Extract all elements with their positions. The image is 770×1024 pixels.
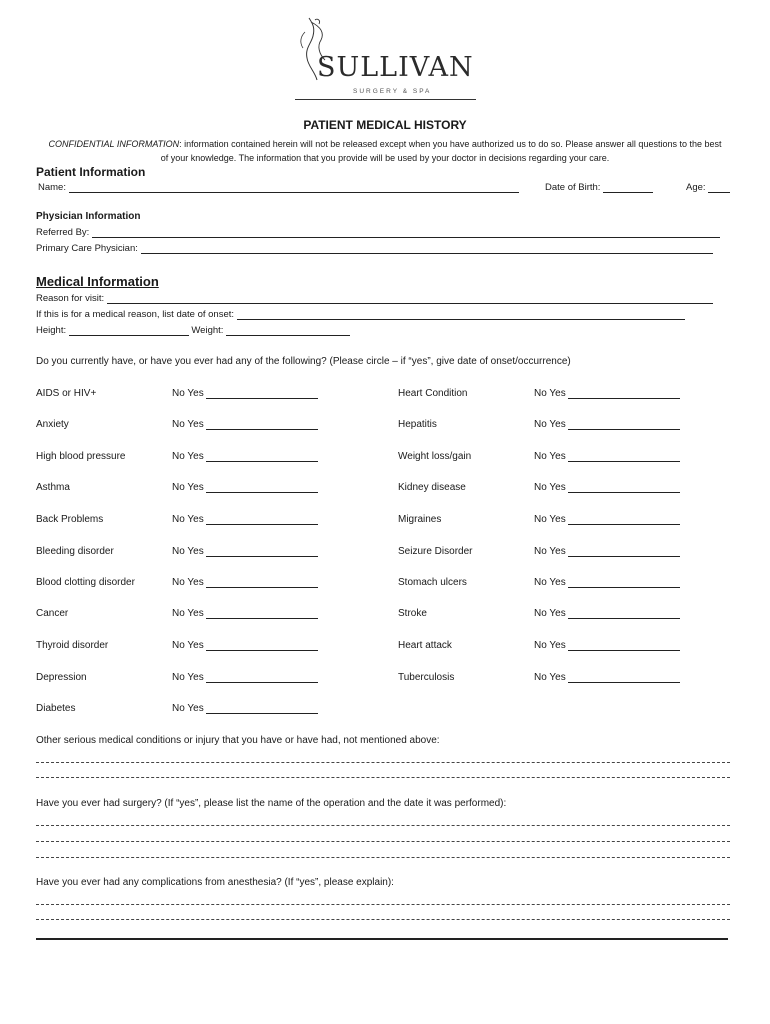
- condition-label: Blood clotting disorder: [36, 577, 135, 588]
- no-yes-options[interactable]: No Yes: [172, 640, 204, 651]
- no-yes-options[interactable]: No Yes: [172, 546, 204, 557]
- condition-label: Hepatitis: [398, 419, 437, 430]
- patient-info-heading: Patient Information: [36, 165, 146, 179]
- no-yes-options[interactable]: No Yes: [534, 514, 566, 525]
- no-yes-answer[interactable]: [172, 451, 318, 462]
- no-yes-answer[interactable]: [534, 388, 680, 399]
- height-input[interactable]: [69, 326, 189, 336]
- condition-label: Back Problems: [36, 514, 104, 525]
- no-yes-options[interactable]: No Yes: [172, 608, 204, 619]
- no-yes-answer[interactable]: [534, 577, 680, 588]
- dob-label: Date of Birth:: [545, 182, 601, 193]
- condition-label: Weight loss/gain: [398, 451, 472, 462]
- onset-date-input[interactable]: [568, 673, 680, 683]
- referred-label: Referred By:: [36, 227, 90, 238]
- no-yes-answer[interactable]: [172, 514, 318, 525]
- logo-subtitle: SURGERY & SPA: [353, 88, 432, 95]
- no-yes-options[interactable]: No Yes: [172, 672, 204, 683]
- no-yes-options[interactable]: No Yes: [172, 451, 204, 462]
- height-label: Height:: [36, 325, 67, 336]
- surgery-input[interactable]: [36, 857, 730, 858]
- no-yes-options[interactable]: No Yes: [534, 482, 566, 493]
- logo-divider: [295, 99, 476, 100]
- age-input[interactable]: [708, 183, 730, 193]
- condition-label: High blood pressure: [36, 451, 126, 462]
- name-field: [38, 182, 519, 193]
- onset-date-input[interactable]: [568, 578, 680, 588]
- dob-field: [545, 182, 653, 193]
- no-yes-answer[interactable]: [172, 672, 318, 683]
- onset-date-input[interactable]: [568, 452, 680, 462]
- condition-label: Asthma: [36, 482, 70, 493]
- condition-label: Kidney disease: [398, 482, 466, 493]
- confidential-notice: [44, 137, 726, 165]
- anesthesia-question: Have you ever had any complications from anesthesia? (If “yes”, please explain):: [36, 877, 394, 888]
- sullivan-logo: [295, 14, 480, 100]
- referred-input[interactable]: [92, 228, 720, 238]
- condition-label: Bleeding disorder: [36, 546, 114, 557]
- onset-date-input[interactable]: [206, 547, 318, 557]
- no-yes-answer[interactable]: [534, 419, 680, 430]
- surgery-input[interactable]: [36, 825, 730, 826]
- other-conditions-question: Other serious medical conditions or injury that you have or have had, not mentioned above:: [36, 735, 440, 746]
- condition-label: Anxiety: [36, 419, 69, 430]
- onset-date-input[interactable]: [568, 609, 680, 619]
- page-title: PATIENT MEDICAL HISTORY: [303, 118, 467, 132]
- no-yes-answer[interactable]: [534, 451, 680, 462]
- onset-date-input[interactable]: [206, 420, 318, 430]
- logo-name: SULLIVAN: [317, 52, 474, 83]
- name-label: Name:: [38, 182, 66, 193]
- surgery-question: Have you ever had surgery? (If “yes”, please list the name of the operation and the date it was performed):: [36, 798, 507, 809]
- condition-label: Migraines: [398, 514, 442, 525]
- no-yes-options[interactable]: No Yes: [534, 577, 566, 588]
- condition-label: Depression: [36, 672, 87, 683]
- no-yes-options[interactable]: No Yes: [172, 482, 204, 493]
- no-yes-answer[interactable]: [534, 546, 680, 557]
- no-yes-options[interactable]: No Yes: [172, 419, 204, 430]
- onset-date-input[interactable]: [206, 389, 318, 399]
- condition-label: Heart Condition: [398, 388, 468, 399]
- no-yes-answer[interactable]: [172, 577, 318, 588]
- no-yes-options[interactable]: No Yes: [172, 514, 204, 525]
- condition-label: Heart attack: [398, 640, 452, 651]
- bottom-divider: [36, 938, 728, 940]
- dob-input[interactable]: [603, 183, 653, 193]
- anesthesia-input[interactable]: [36, 919, 730, 920]
- no-yes-options[interactable]: No Yes: [534, 451, 566, 462]
- condition-label: Tuberculosis: [398, 672, 455, 683]
- condition-label: AIDS or HIV+: [36, 388, 97, 399]
- physician-info-heading: Physician Information: [36, 211, 141, 222]
- pcp-label: Primary Care Physician:: [36, 243, 138, 254]
- anesthesia-input[interactable]: [36, 904, 730, 905]
- no-yes-options[interactable]: No Yes: [172, 703, 204, 714]
- reason-input[interactable]: [107, 294, 713, 304]
- name-input[interactable]: [69, 183, 519, 193]
- onset-date-input[interactable]: [568, 515, 680, 525]
- condition-label: Diabetes: [36, 703, 76, 714]
- onset-date-input[interactable]: [206, 483, 318, 493]
- no-yes-options[interactable]: No Yes: [534, 419, 566, 430]
- onset-date-input[interactable]: [568, 547, 680, 557]
- no-yes-options[interactable]: No Yes: [172, 577, 204, 588]
- no-yes-answer[interactable]: [172, 419, 318, 430]
- reason-field: [36, 293, 713, 304]
- no-yes-answer[interactable]: [172, 388, 318, 399]
- onset-date-input[interactable]: [206, 515, 318, 525]
- other-conditions-input[interactable]: [36, 777, 730, 778]
- confidential-label: CONFIDENTIAL INFORMATION: [48, 139, 180, 149]
- no-yes-answer[interactable]: [534, 608, 680, 619]
- onset-date-input[interactable]: [206, 641, 318, 651]
- weight-label: Weight:: [191, 325, 224, 336]
- referred-field: [36, 227, 720, 238]
- onset-date-input[interactable]: [206, 673, 318, 683]
- reason-label: Reason for visit:: [36, 293, 105, 304]
- condition-label: Stroke: [398, 608, 427, 619]
- pcp-field: [36, 243, 713, 254]
- no-yes-answer[interactable]: [534, 672, 680, 683]
- onset-label: If this is for a medical reason, list date of onset:: [36, 309, 235, 320]
- pcp-input[interactable]: [141, 244, 713, 254]
- no-yes-answer[interactable]: [172, 482, 318, 493]
- no-yes-options[interactable]: No Yes: [534, 640, 566, 651]
- weight-input[interactable]: [226, 326, 350, 336]
- other-conditions-input[interactable]: [36, 762, 730, 763]
- no-yes-options[interactable]: No Yes: [534, 608, 566, 619]
- no-yes-answer[interactable]: [172, 546, 318, 557]
- condition-label: Cancer: [36, 608, 69, 619]
- confidential-text: : information contained herein will not be released except when you have authorized us to do so. Please answer all questions to the best of your knowledge. The information that you provide will be used by your doctor in decisions regarding your care.: [160, 139, 722, 163]
- age-label: Age:: [686, 182, 706, 193]
- no-yes-options[interactable]: No Yes: [534, 546, 566, 557]
- onset-date-input[interactable]: [568, 641, 680, 651]
- onset-date-input[interactable]: [206, 578, 318, 588]
- surgery-input[interactable]: [36, 841, 730, 842]
- age-field: [686, 182, 730, 193]
- no-yes-options[interactable]: No Yes: [534, 672, 566, 683]
- conditions-question: Do you currently have, or have you ever had any of the following? (Please circle – if “yes”, give date of onset/occurrence): [36, 356, 571, 367]
- no-yes-answer[interactable]: [534, 514, 680, 525]
- no-yes-answer[interactable]: [172, 608, 318, 619]
- onset-date-input[interactable]: [206, 704, 318, 714]
- height-weight-field: [36, 325, 350, 336]
- condition-label: Thyroid disorder: [36, 640, 109, 651]
- onset-input[interactable]: [237, 310, 685, 320]
- no-yes-options[interactable]: No Yes: [534, 388, 566, 399]
- no-yes-options[interactable]: No Yes: [172, 388, 204, 399]
- medical-info-heading: Medical Information: [36, 274, 159, 289]
- onset-date-input[interactable]: [206, 609, 318, 619]
- onset-date-input[interactable]: [206, 452, 318, 462]
- onset-date-input[interactable]: [568, 420, 680, 430]
- no-yes-answer[interactable]: [534, 482, 680, 493]
- no-yes-answer[interactable]: [172, 640, 318, 651]
- condition-label: Stomach ulcers: [398, 577, 467, 588]
- no-yes-answer[interactable]: [534, 640, 680, 651]
- onset-field: [36, 309, 685, 320]
- no-yes-answer[interactable]: [172, 703, 318, 714]
- onset-date-input[interactable]: [568, 483, 680, 493]
- onset-date-input[interactable]: [568, 389, 680, 399]
- condition-label: Seizure Disorder: [398, 546, 473, 557]
